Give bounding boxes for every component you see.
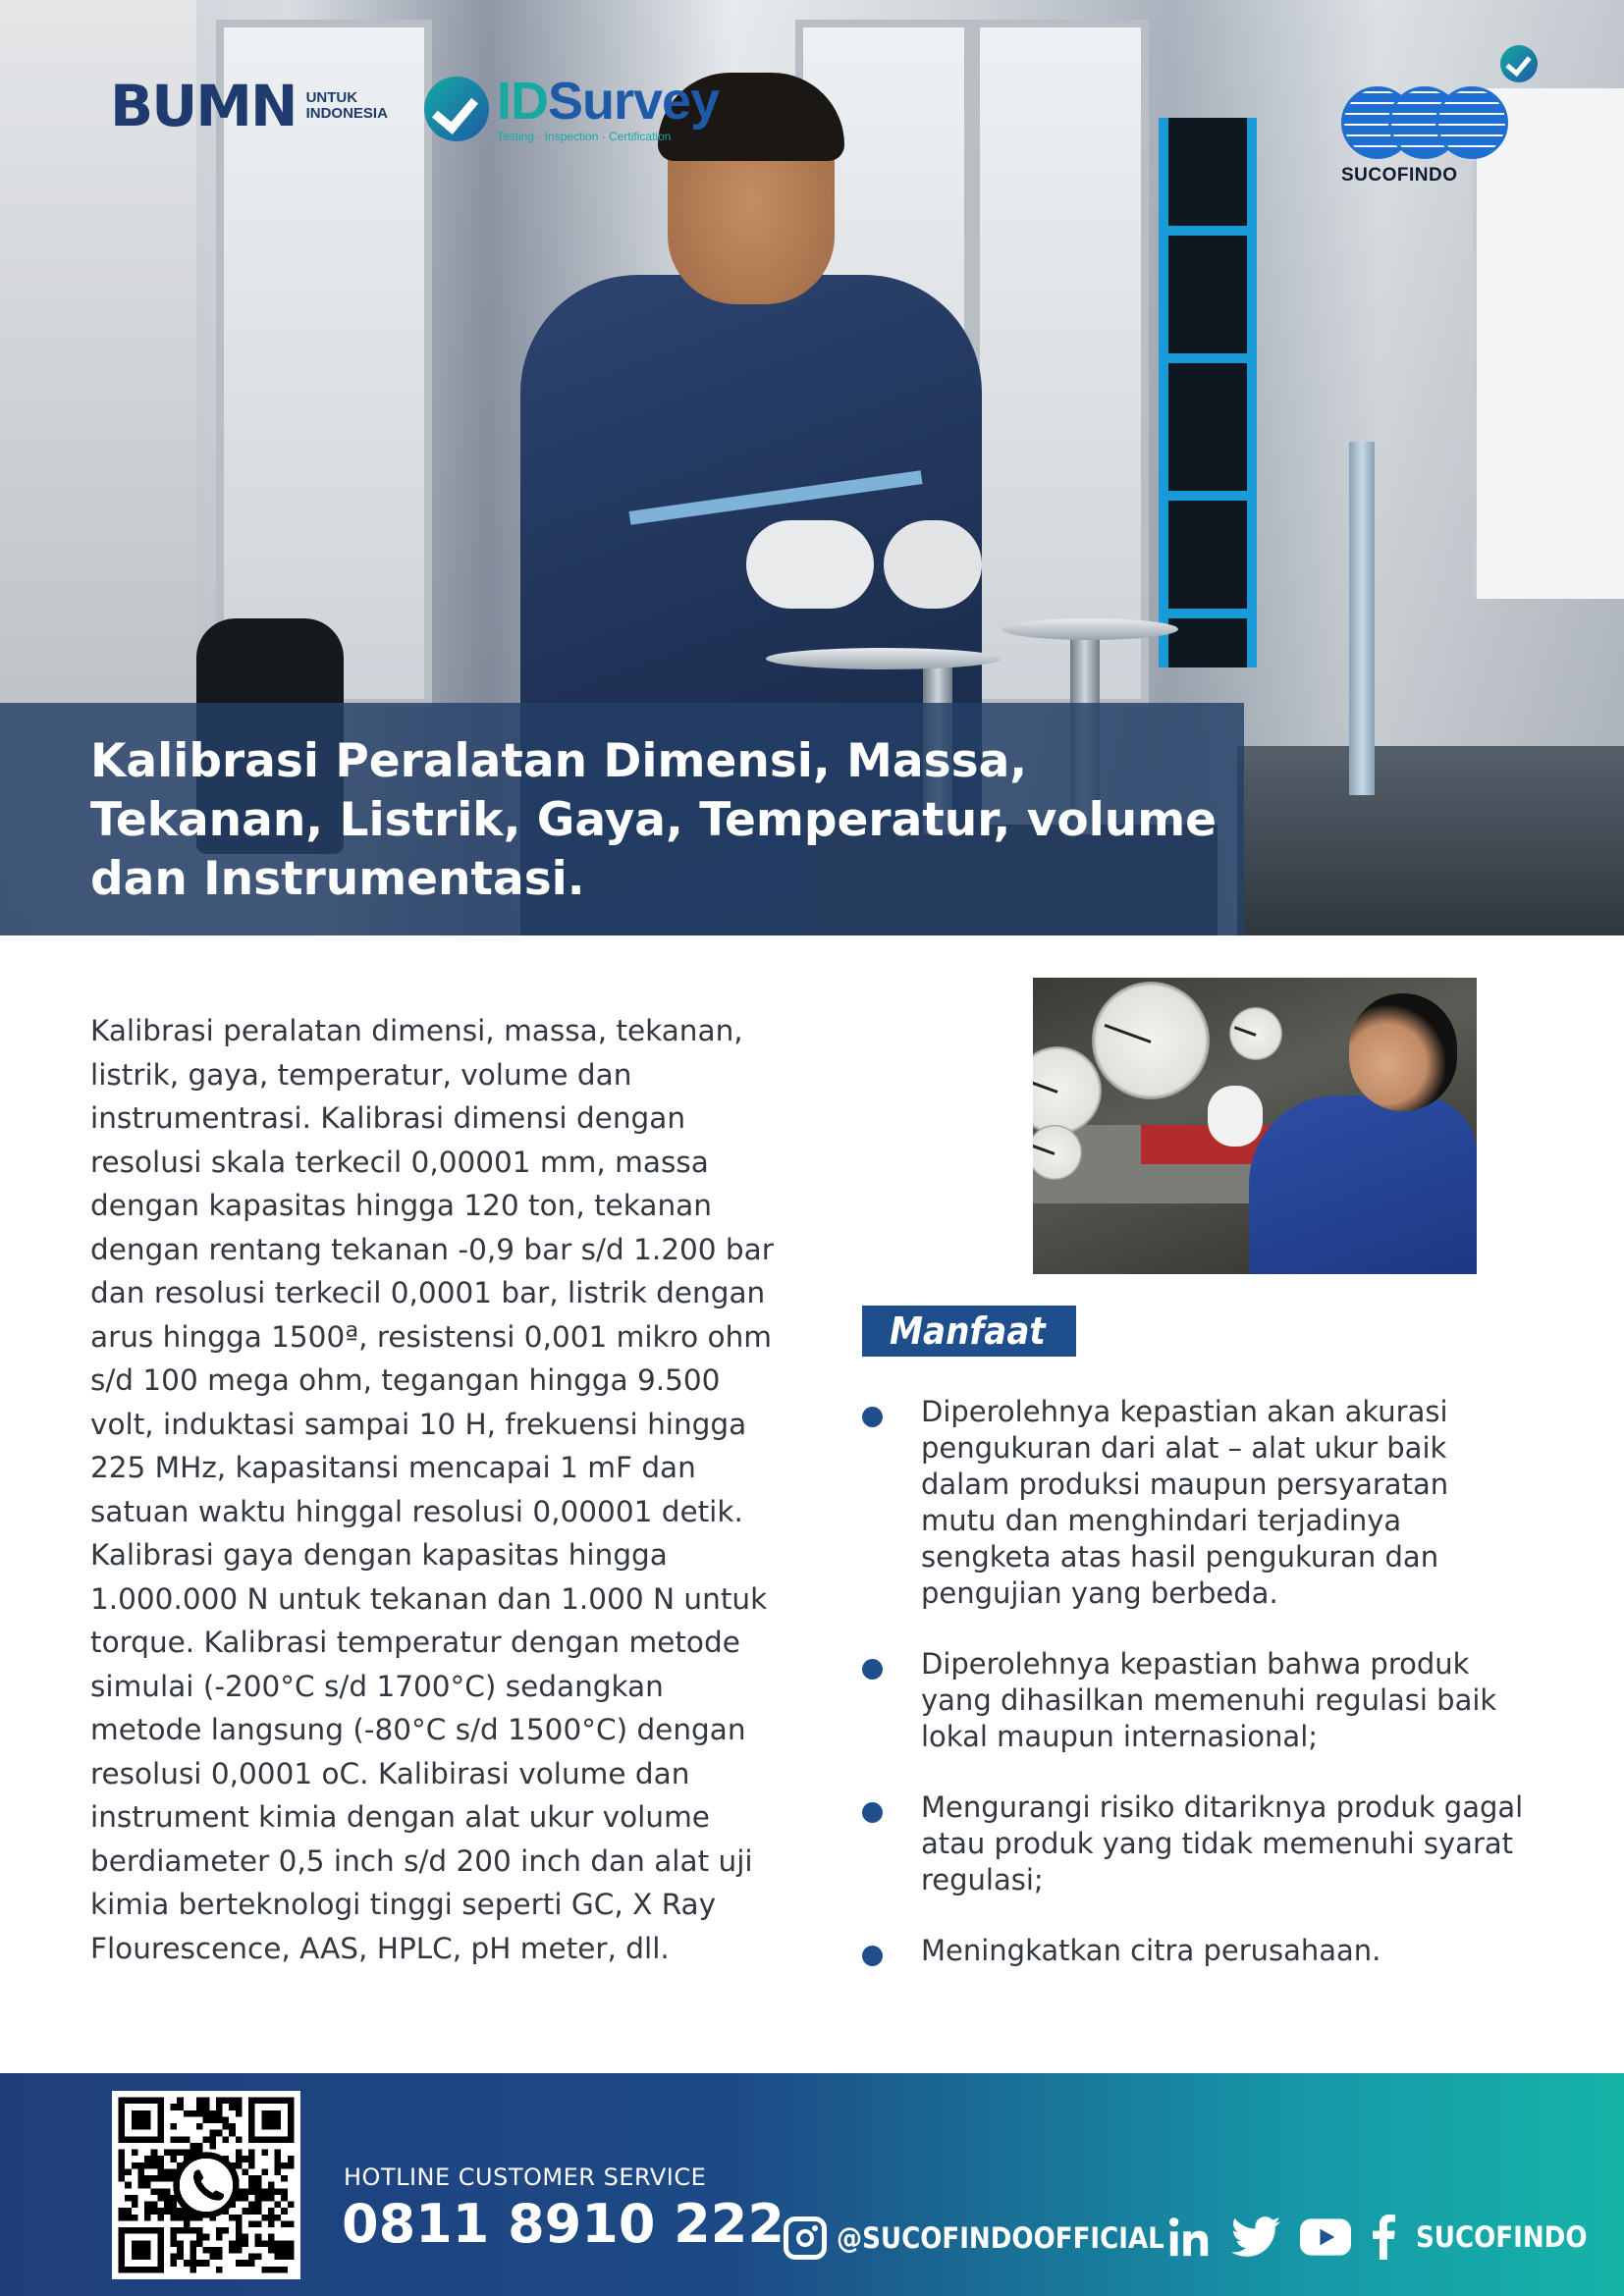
lab-photo bbox=[1033, 978, 1477, 1274]
description-line: Kalibrasi peralatan dimensi, massa, tekanan, bbox=[90, 1014, 743, 1047]
facebook-icon[interactable] bbox=[1371, 2213, 1396, 2262]
benefit-item bbox=[862, 1789, 1584, 1898]
description-line: arus hingga 1500ª, resistensi 0,001 mikro ohm bbox=[90, 1319, 773, 1354]
benefit-line: atau produk yang tidak memenuhi syarat bbox=[921, 1827, 1514, 1860]
description-line: Flourescence, AAS, HPLC, pH meter, dll. bbox=[90, 1931, 670, 1965]
checkmark-icon bbox=[1500, 45, 1538, 82]
benefit-line: sengketa atas hasil pengukuran dan bbox=[921, 1540, 1439, 1574]
description-line: instrument kimia dengan alat ukur volume bbox=[90, 1800, 710, 1834]
description-line: simulai (-200°C s/d 1700°C) sedangkan bbox=[90, 1669, 664, 1703]
description-line: resolusi 0,0001 oC. Kalibirasi volume dan bbox=[90, 1756, 690, 1790]
bullet-icon bbox=[862, 1946, 883, 1966]
description-line: volt, induktasi sampai 10 H, frekuensi hingga bbox=[90, 1407, 747, 1441]
benefit-line: Mengurangi risiko ditariknya produk gagal bbox=[921, 1790, 1524, 1824]
description-line: resolusi skala terkecil 0,00001 mm, massa bbox=[90, 1145, 709, 1179]
benefit-line: yang dihasilkan memenuhi regulasi baik bbox=[921, 1683, 1497, 1717]
description-line: dan resolusi terkecil 0,0001 bar, listrik dengan bbox=[90, 1276, 766, 1309]
hotline-label: HOTLINE CUSTOMER SERVICE bbox=[344, 2163, 707, 2191]
benefit-item bbox=[862, 1646, 1584, 1755]
footer bbox=[0, 2073, 1624, 2296]
benefit-line: lokal maupun internasional; bbox=[921, 1720, 1319, 1753]
twitter-icon[interactable] bbox=[1231, 2213, 1280, 2262]
description-line: torque. Kalibrasi temperatur dengan metode bbox=[90, 1626, 740, 1659]
description-line: Kalibrasi gaya dengan kapasitas hingga bbox=[90, 1538, 668, 1572]
description-line: dengan kapasitas hingga 120 ton, tekanan bbox=[90, 1189, 712, 1222]
benefit-line: pengukuran dari alat – alat ukur baik bbox=[921, 1431, 1447, 1465]
checkmark-icon bbox=[424, 77, 489, 141]
description-line: satuan waktu hinggal resolusi 0,00001 detik. bbox=[90, 1494, 743, 1528]
description-line: metode langsung (-80°C s/d 1500°C) dengan bbox=[90, 1713, 746, 1746]
benefit-item bbox=[862, 1933, 1584, 1969]
logo-bar bbox=[0, 0, 1624, 196]
description-line: instrumentrasi. Kalibrasi dimensi dengan bbox=[90, 1101, 686, 1135]
linkedin-icon[interactable] bbox=[1166, 2213, 1212, 2262]
instagram-link[interactable]: @SUCOFINDOOFFICIAL bbox=[784, 2216, 1164, 2260]
title-band bbox=[0, 703, 1244, 935]
description-line: dengan rentang tekanan -0,9 bar s/d 1.200 bar bbox=[90, 1232, 774, 1266]
description-line: listrik, gaya, temperatur, volume dan bbox=[90, 1057, 632, 1092]
benefit-line: Diperolehnya kepastian bahwa produk bbox=[921, 1647, 1470, 1681]
page-title: Kalibrasi Peralatan Dimensi, Massa, Tekanan, Listrik, Gaya, Temperatur, volume dan Instrumentasi. bbox=[90, 734, 1218, 906]
bullet-icon bbox=[862, 1659, 883, 1680]
description-line: 1.000.000 N untuk tekanan dan 1.000 N untuk bbox=[90, 1581, 768, 1616]
description-line: s/d 100 mega ohm, tegangan hingga 9.500 bbox=[90, 1363, 721, 1397]
benefit-line: regulasi; bbox=[921, 1863, 1044, 1896]
benefit-line: pengujian yang berbeda. bbox=[921, 1576, 1278, 1610]
youtube-icon[interactable] bbox=[1300, 2213, 1351, 2262]
qr-code-icon[interactable] bbox=[112, 2091, 300, 2279]
instagram-icon bbox=[784, 2216, 827, 2260]
description-line: berdiameter 0,5 inch s/d 200 inch dan alat uji bbox=[90, 1843, 753, 1878]
bullet-icon bbox=[862, 1407, 883, 1427]
idsurvey-logo: IDSurvey Testing · Inspection · Certification bbox=[424, 75, 719, 143]
benefit-line: Meningkatkan citra perusahaan. bbox=[921, 1934, 1381, 1967]
social-links: SUCOFINDO bbox=[1166, 2213, 1588, 2262]
bullet-icon bbox=[862, 1802, 883, 1823]
benefits-heading: Manfaat bbox=[862, 1306, 1076, 1357]
benefit-line: mutu dan menghindari terjadinya bbox=[921, 1504, 1402, 1537]
benefit-line: dalam produksi maupun persyaratan bbox=[921, 1468, 1449, 1501]
description-line: 225 MHz, kapasitansi mencapai 1 mF dan bbox=[90, 1451, 696, 1484]
whatsapp-icon bbox=[177, 2156, 237, 2216]
benefits-list bbox=[862, 1394, 1584, 2003]
globe-icon bbox=[1341, 86, 1506, 161]
hero-photo bbox=[0, 0, 1624, 935]
sucofindo-logo: SUCOFINDO bbox=[1337, 45, 1543, 192]
benefit-item bbox=[862, 1394, 1584, 1612]
bumn-logo: BUMN UNTUK INDONESIA bbox=[110, 73, 388, 139]
description-text bbox=[90, 1009, 797, 1970]
benefit-line: Diperolehnya kepastian akan akurasi bbox=[921, 1395, 1448, 1428]
description-line: kimia berteknologi tinggi seperti GC, X Ray bbox=[90, 1888, 717, 1921]
hotline-number[interactable]: 0811 8910 222 bbox=[342, 2193, 785, 2255]
